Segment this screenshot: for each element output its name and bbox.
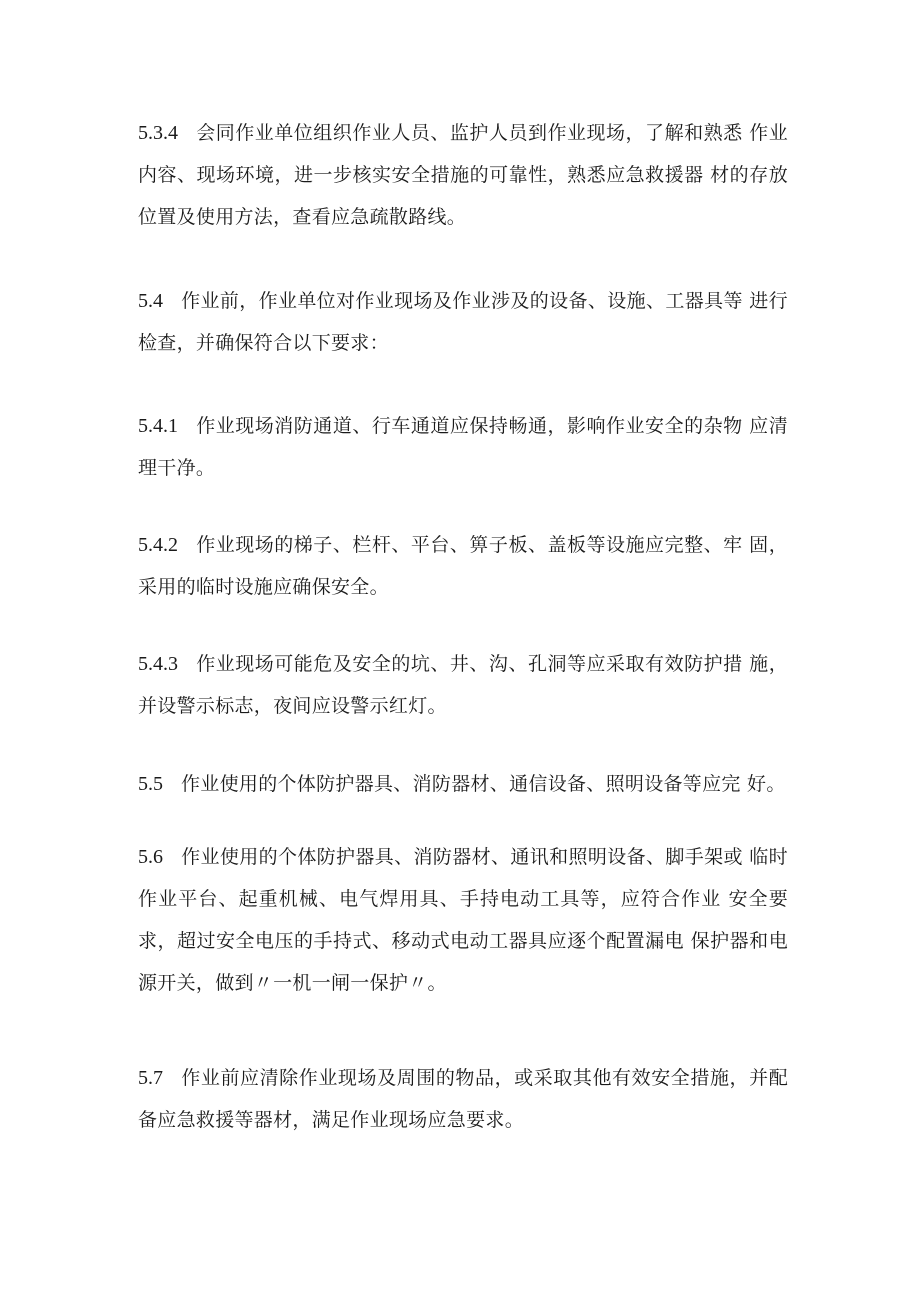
clause-number: 5.7 <box>138 1067 163 1089</box>
clause-5-6 <box>138 836 788 1004</box>
clause-text: 作业使用的个体防护器具、消防器材、通讯和照明设备、脚手架或 临时作业平台、起重机械、电气焊用具、手持电动工具等，应符合作业 安全要求，超过安全电压的手持式、移动式电动工器具应逐个配置漏电 保护器和电源开关，做到〃一机一闸一保护〃。 <box>138 846 788 994</box>
clause-5-7 <box>138 1057 788 1141</box>
clause-text: 作业现场的梯子、栏杆、平台、箅子板、盖板等设施应完整、牢 固，采用的临时设施应确保安全。 <box>138 534 788 598</box>
clause-5-4-3 <box>138 643 788 727</box>
clause-number: 5.4.1 <box>138 415 178 437</box>
clause-number: 5.6 <box>138 846 163 868</box>
clause-number: 5.4 <box>138 290 163 312</box>
clause-number: 5.4.2 <box>138 534 178 556</box>
clause-text: 作业现场可能危及安全的坑、井、沟、孔洞等应采取有效防护措 施，并设警示标志，夜间应设警示红灯。 <box>138 653 788 717</box>
clause-5-4-1 <box>138 405 788 489</box>
clause-number: 5.5 <box>138 773 163 795</box>
clause-text: 作业使用的个体防护器具、消防器材、通信设备、照明设备等应完 好。 <box>181 773 786 795</box>
clause-5-3-4 <box>138 112 788 238</box>
clause-text: 会同作业单位组织作业人员、监护人员到作业现场，了解和熟悉 作业内容、现场环境，进一步核实安全措施的可靠性，熟悉应急救援器 材的存放位置及使用方法，查看应急疏散路线。 <box>138 122 788 228</box>
clause-5-5 <box>138 763 788 805</box>
clause-number: 5.4.3 <box>138 653 178 675</box>
clause-text: 作业前，作业单位对作业现场及作业涉及的设备、设施、工器具等 进行检查，并确保符合以下要求： <box>138 290 788 354</box>
clause-number: 5.3.4 <box>138 122 178 144</box>
clause-text: 作业现场消防通道、行车通道应保持畅通，影响作业安全的杂物 应清理干净。 <box>138 415 788 479</box>
clause-5-4 <box>138 280 788 364</box>
clause-text: 作业前应清除作业现场及周围的物品，或采取其他有效安全措施，并配备应急救援等器材，满足作业现场应急要求。 <box>138 1067 788 1131</box>
clause-5-4-2 <box>138 524 788 608</box>
